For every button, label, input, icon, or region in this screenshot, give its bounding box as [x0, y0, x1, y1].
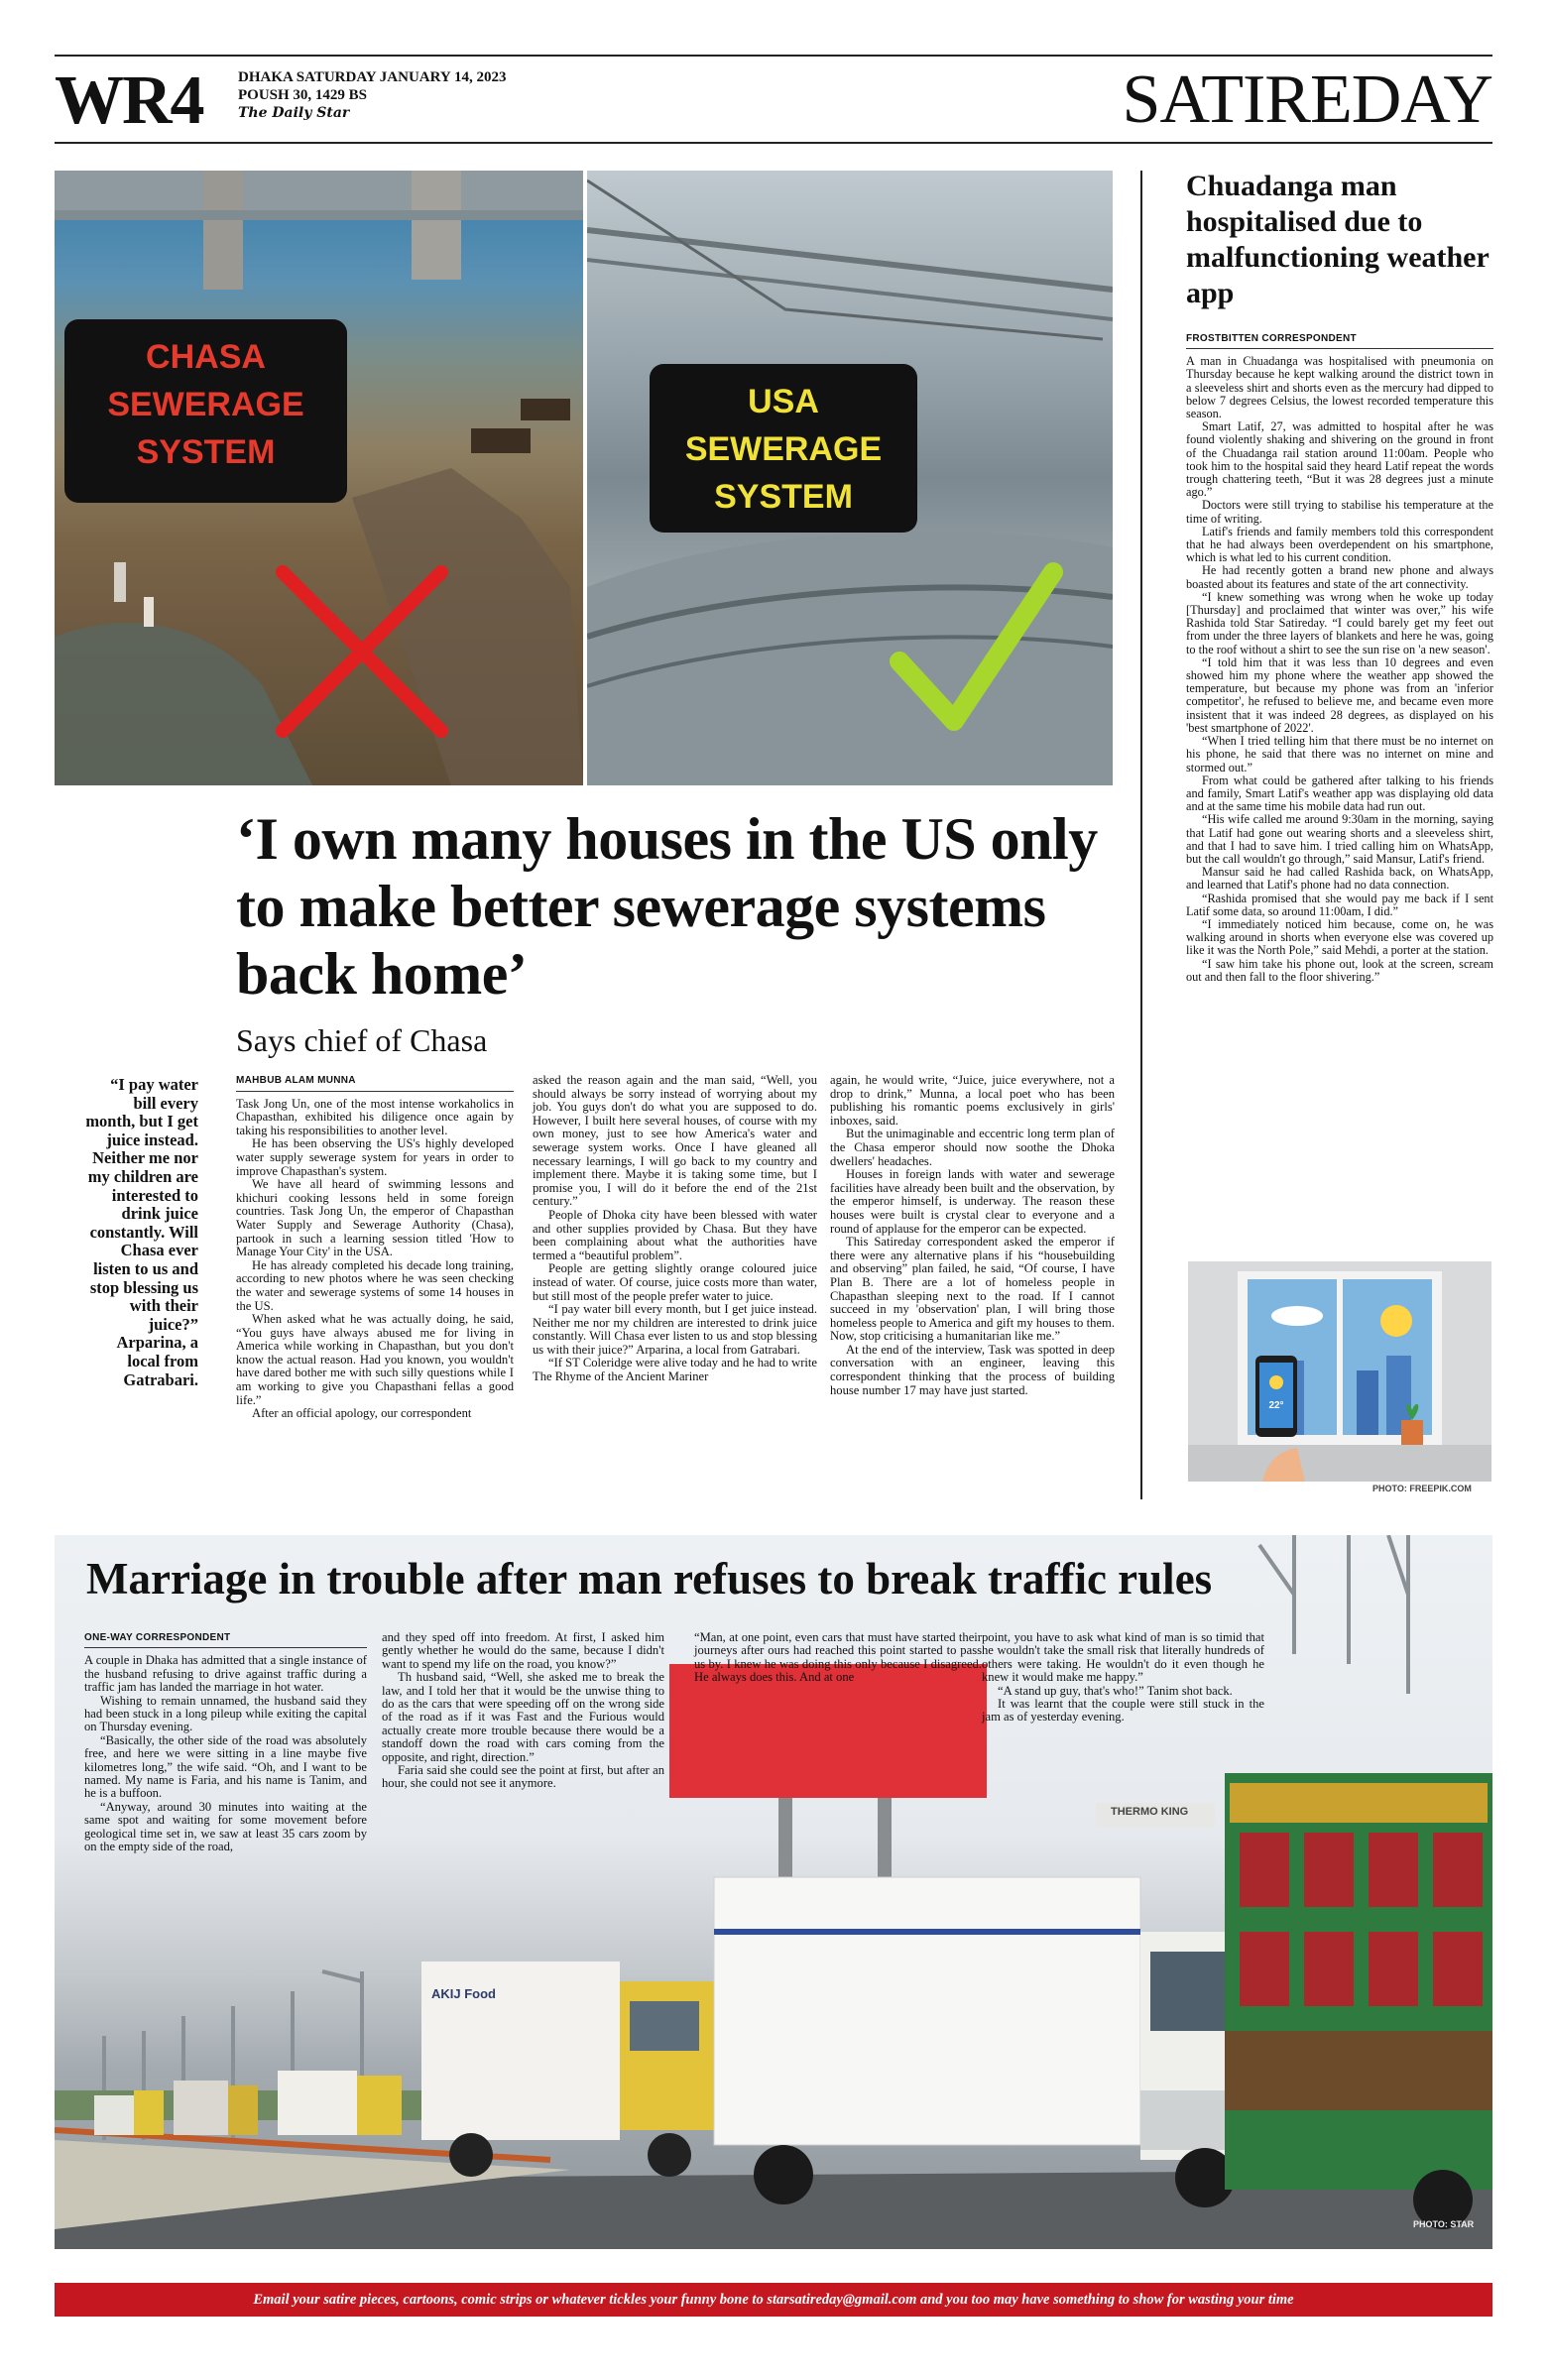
paragraph: When asked what he was actually doing, he said, “You guys have always abused me for living in America while working in Chapasthan, but you don't know the actual reason. Had you known, you wouldn't have dared bother me with such silly questions while I am working to give you Chapasthani fellas a good life.” — [236, 1312, 514, 1407]
truck-sign: THERMO KING — [1111, 1806, 1189, 1818]
paragraph: Smart Latif, 27, was admitted to hospital after he was found violently shaking and shivering on the ground in front of the Chuadanga rail station around 11:00am. People who took him to the hospital said they heard Latif repeat the words trough chattering teeth, “But it was 28 degrees just a minute ago.” — [1186, 419, 1493, 500]
bottom-column-2 — [382, 1631, 664, 1791]
paragraph: He has been observing the US's highly developed water supply sewerage system for years in order to improve Chapasthan's system. — [236, 1136, 514, 1178]
paragraph: “Anyway, around 30 minutes into waiting at the same spot and waiting for some movement before geological time set in, we saw at least 35 cars zoom by on the empty side of the road, — [84, 1799, 367, 1854]
paragraph: “A stand up guy, that's who!” Tanim shot back. — [998, 1683, 1233, 1698]
paragraph: People are getting slightly orange coloured juice instead of water. Of course, juice costs more than water, but still most of the people prefer water to juice. — [533, 1261, 817, 1303]
footer-banner: Email your satire pieces, cartoons, comic strips or whatever tickles your funny bone to starsatireday@gmail.com and you too may have something to show for wasting your time — [55, 2283, 1492, 2317]
paragraph: “I immediately noticed him because, come on, he was walking around in shorts when everyone else was covered up like it was the North Pole,” said Mehdi, a porter at the station. — [1186, 916, 1493, 958]
paragraph: point, you have to ask what kind of man is so timid that he wouldn't take the small risk that literally hundreds of others were taking. He wouldn't do it even though he knew it would make me happy.” — [982, 1630, 1264, 1685]
paragraph: “Rashida promised that she would pay me back if I sent Latif some data, so around 11:00am, I did.” — [1186, 891, 1493, 918]
paragraph: This Satireday correspondent asked the emperor if there were any alternative plans if his “housebuilding and observing” plan failed, he said, “Of course, I have Plan B. There are a lot of homeless people in Chapasthan sleeping next to the road. If I cannot succeed in my 'observation' plan, I will bring those homeless people to America and gift my houses to them. Now, stop criticising a humanitarian like me.” — [830, 1235, 1115, 1344]
paragraph: Wishing to remain unnamed, the husband said they had been stuck in a long pileup while exiting the capital on Thursday evening. — [84, 1693, 367, 1734]
paragraph: He has already completed his decade long training, according to new photos where he was seen checking the water and sewerage systems of some 14 houses in the US. — [236, 1257, 514, 1313]
paragraph: After an official apology, our correspondent — [252, 1406, 472, 1421]
photo-credit: PHOTO: STAR — [1413, 2219, 1475, 2229]
side-story-body — [1186, 332, 1493, 984]
check-icon — [875, 557, 1073, 756]
paragraph: and they sped off into freedom. At first, I asked him gently whether he would do the same, because I didn't want to spend my life on the road, you know?” — [382, 1630, 664, 1671]
usa-label — [650, 364, 917, 533]
pull-quote: “I pay water bill every month, but I get juice instead. Neither me nor my children are interested to drink juice constantly. Will Chasa ever listen to us and stop blessing us with their juice?” Arparina, a local from Gatrabari. — [85, 1075, 198, 1389]
paragraph: again, he would write, “Juice, juice everywhere, not a drop to drink,” Munna, a local poet who has been publishing his romantic poems exclusively in girls' inboxes, said. — [830, 1073, 1115, 1128]
side-byline: FROSTBITTEN CORRESPONDENT — [1186, 332, 1493, 349]
usa-label-line: SYSTEM — [714, 478, 853, 516]
lead-column-2 — [533, 1074, 817, 1384]
paragraph: From what could be gathered after talking to his friends and family, Smart Latif's weather app was displaying old data and at the same time his mobile data had run out. — [1186, 773, 1493, 814]
paragraph: asked the reason again and the man said, “Well, you should always be sorry instead of worrying about my job. You guys don't do what you are supposed to do. However, I built here several houses, of course with my own money, just to see how America's water and sewerage system works. Once I have gleaned all necessary learnings, I will go back to my country and implement there. Maybe it is taking some time, but I promise you, I will do it before the end of the 21st century.” — [533, 1073, 817, 1209]
truck-sign: AKIJ Food — [431, 1986, 496, 2001]
paragraph: Doctors were still trying to stabilise his temperature at the time of writing. — [1186, 498, 1493, 526]
usa-sewerage-photo — [587, 171, 1113, 785]
usa-label-line: SEWERAGE — [684, 430, 883, 468]
paragraph: We have all heard of swimming lessons and khichuri cooking lessons held in some foreign countries. Task Jong Un, the emperor of Chapasthan Water Supply and Sewerage Authority (Chasa), partook in such a learning session titled 'How to Manage Your City' in the USA. — [236, 1177, 514, 1259]
date: DHAKA SATURDAY JANUARY 14, 2023 — [238, 69, 507, 85]
chasa-label-line: SYSTEM — [136, 433, 276, 471]
cross-icon — [263, 552, 461, 751]
paragraph: “I told him that it was less than 10 degrees and even showed him my phone where the weather app showed the temperature, but because my phone was from an 'inferior competitor', he refused to believe me, and became even more insistent that it was indeed 28 degrees, as displayed on his 'best smartphone of 2022'. — [1186, 654, 1493, 735]
paragraph: “His wife called me around 9:30am in the morning, saying that Latif had gone out wearing shorts and a sleeveless shirt, and that I had to save him. I tried calling him on WhatsApp, but the call wouldn't go through,” said Mansur, Latif's friend. — [1186, 812, 1493, 866]
chasa-sewerage-photo — [55, 171, 583, 785]
lead-column-1 — [236, 1074, 514, 1421]
phone-temperature: 22° — [1268, 1400, 1284, 1411]
paragraph: “When I tried telling him that there must be no internet on his phone, he said that there was no internet on mine and stormed out.” — [1186, 734, 1493, 774]
bangla-date: POUSH 30, 1429 BS — [238, 87, 368, 103]
paragraph: “I saw him take his phone out, look at the screen, scream out and then fall to the floor shivering.” — [1186, 956, 1493, 984]
paragraph: Faria said she could see the point at first, but after an hour, she could not see it anymore. — [382, 1763, 664, 1791]
paragraph: “I knew something was wrong when he woke up today [Thursday] and proclaimed that winter was over,” his wife Rashida told Star Satireday. “I could barely get my feet out from under the three layers of blankets and here he was, going to the roof without a shirt to see the sun rise on 'a new season'. — [1186, 589, 1493, 656]
bottom-headline: Marriage in trouble after man refuses to break traffic rules — [86, 1554, 1213, 1604]
usa-label-line: USA — [748, 383, 819, 420]
paragraph: Task Jong Un, one of the most intense workaholics in Chapasthan, exhibited his diligence once again by taking his responsibilities to another level. — [236, 1096, 514, 1137]
column-rule — [1140, 171, 1142, 1499]
dateline — [238, 68, 506, 122]
photo-credit: PHOTO: FREEPIK.COM — [1372, 1484, 1472, 1493]
lead-photo — [55, 171, 1113, 785]
paragraph: At the end of the interview, Task was spotted in deep conversation with an engineer, leaving this correspondent thinking that the process of building house number 17 may have just started. — [830, 1342, 1115, 1397]
section-title: SATIREDAY — [1122, 61, 1492, 138]
paragraph: “Man, at one point, even cars that must have started their journeys after ours had reached this point started to pass us by. I knew he was doing this only because I disagreed. He always does this. And at one — [694, 1630, 982, 1685]
lead-subhead: Says chief of Chasa — [236, 1022, 488, 1058]
paragraph: “Basically, the other side of the road was absolutely free, and here we were sitting in a line maybe five kilometres long,” the wife said. “Oh, and I want to be named. My name is Faria, and his name is Tanim, and he is a buffoon. — [84, 1732, 367, 1801]
chasa-label — [64, 319, 347, 503]
paper-name: The Daily Star — [238, 105, 350, 121]
lead-column-3 — [830, 1074, 1115, 1397]
lead-byline: MAHBUB ALAM MUNNA — [236, 1074, 514, 1092]
bottom-column-4 — [982, 1631, 1264, 1725]
paragraph: Latif's friends and family members told this correspondent that he had always been overdependent on his smartphone, which is what led to his current condition. — [1186, 524, 1493, 565]
chasa-label-line: CHASA — [146, 338, 266, 376]
bottom-column-1 — [84, 1631, 367, 1854]
side-headline: Chuadanga man hospitalised due to malfunctioning weather app — [1186, 170, 1490, 309]
weather-app-illustration — [1188, 1261, 1491, 1482]
paragraph: He had recently gotten a brand new phone and always boasted about its features and state of the art connectivity. — [1186, 563, 1493, 591]
paragraph: Houses in foreign lands with water and sewerage facilities have already been built and the observation, by the emperor himself, is underway. The reason these houses were built is crystal clear to everyone and a round of applause for the emperor can be expected. — [830, 1167, 1115, 1236]
bottom-column-3 — [694, 1631, 982, 1685]
bottom-byline: ONE-WAY CORRESPONDENT — [84, 1631, 367, 1648]
paragraph: “If ST Coleridge were alive today and he had to write The Rhyme of the Ancient Mariner — [533, 1356, 817, 1384]
paragraph: But the unimaginable and eccentric long term plan of the Chasa emperor should now soothe the Dhoka dwellers' headaches. — [830, 1127, 1115, 1168]
paragraph: People of Dhoka city have been blessed with water and other supplies provided by Chasa. But they have been complaining about what the authorities have termed a “beautiful problem”. — [533, 1207, 817, 1262]
paragraph: A man in Chuadanga was hospitalised with pneumonia on Thursday because he kept walking around the district town in a sleeveless shirt and shorts even as the mercury had dipped to below 7 degrees Celsius, the lowest recorded temperature this season. — [1186, 354, 1493, 421]
paragraph: Th husband said, “Well, she asked me to break the law, and I told her that it would be the unwise thing to do as the cars that were speeding off on the wrong side of the road as if it was Fast and the Furious would actually create more trouble because there would be a standoff down the road with cars coming from the opposite, and right, direction.” — [382, 1670, 664, 1764]
bottom-story — [55, 1535, 1492, 2249]
lead-headline: ‘I own many houses in the US only to make better sewerage systems back home’ — [236, 806, 1098, 1007]
page-code: WR4 — [55, 62, 203, 139]
masthead — [55, 55, 1492, 144]
paragraph: It was learnt that the couple were still stuck in the jam as of yesterday evening. — [982, 1697, 1264, 1725]
chasa-label-line: SEWERAGE — [107, 386, 304, 423]
paragraph: “I pay water bill every month, but I get juice instead. Neither me nor my children are interested to drink juice constantly. Will Chasa ever listen to us and stop blessing us with their juice?” Arparina, a local from Gatrabari. — [533, 1302, 817, 1357]
paragraph: A couple in Dhaka has admitted that a single instance of the husband refusing to drive against traffic during a traffic jam has landed the marriage in hot water. — [84, 1653, 367, 1695]
paragraph: Mansur said he had called Rashida back, on WhatsApp, and learned that Latif's phone had no data connection. — [1186, 865, 1493, 892]
